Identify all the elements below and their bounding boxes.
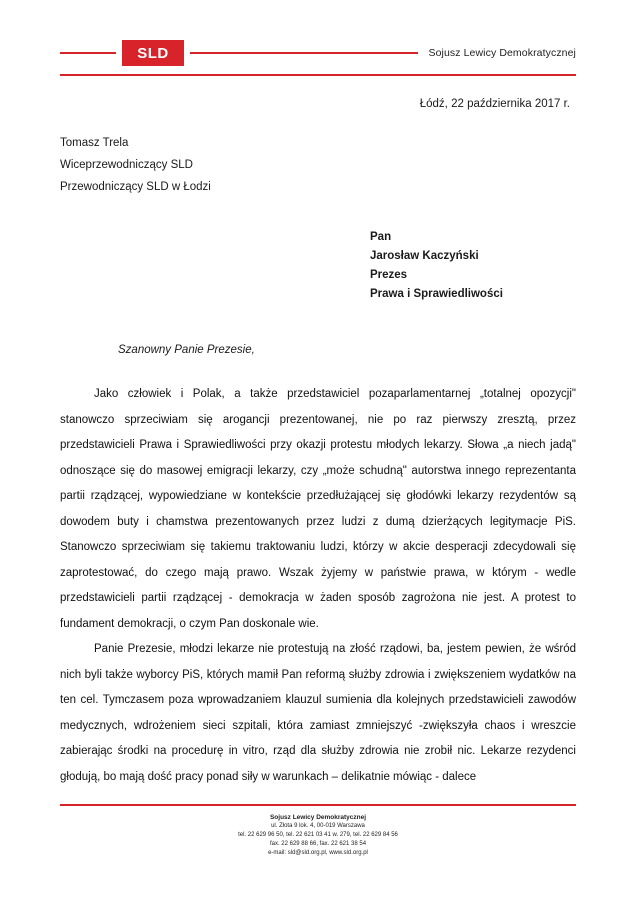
footer-address: ul. Złota 9 lok. 4, 00-019 Warszawa: [271, 823, 365, 829]
salutation: Szanowny Panie Prezesie,: [118, 344, 255, 356]
header-rule-middle: [190, 52, 418, 54]
letterhead-header: [60, 0, 576, 78]
sender-line-3: Przewodniczący SLD w Łodzi: [60, 181, 211, 193]
letter-body: [60, 382, 576, 790]
header-rule-left: [60, 52, 116, 54]
body-paragraph-1: Jako człowiek i Polak, a także przedstawiciel pozaparlamentarnej „totalnej opozycji" stanowczo sprzeciwiam się arogancji prezentowanej, nie po raz pierwszy zresztą, przez przedstawicieli Prawa i Sprawiedliwości przy okazji protestu młodych lekarzy. Słowa „a niech jadą" odnoszące się do masowej emigracji lekarzy, czy „może schudną" autorstwa innego reprezentanta partii rządzącej, wypowiedziane w kontekście przedłużającej się głodówki lekarzy rezydentów są dowodem buty i chamstwa prezentowanych przez ludzi z dumą dzierżących legitymacje PiS. Stanowczo sprzeciwiam się takiemu traktowaniu ludzi, którzy w akcie desperacji zdecydowali się zaprotestować, do czego mają prawo. Wszak żyjemy w państwie prawa, w którym - wedle przedstawicieli partii rządzącej - demokracja w żaden sposób zagrożona nie jest. A protest to fundament demokracji, o czym Pan doskonale wie.: [60, 388, 576, 630]
footer-organization: Sojusz Lewicy Demokratycznej: [269, 814, 367, 821]
recipient-line-1: Pan: [370, 231, 392, 243]
sender-line-1: Tomasz Trela: [60, 137, 129, 149]
recipient-block: [370, 228, 576, 304]
date-line: Łódź, 22 października 2017 r.: [419, 98, 570, 110]
sender-block: [60, 132, 576, 198]
footer-email: e-mail: sld@sld.org.pl, www.sld.org.pl: [268, 850, 368, 856]
recipient-line-2: Jarosław Kaczyński: [370, 250, 479, 262]
letterhead-row: [60, 38, 576, 68]
organization-name: Sojusz Lewicy Demokratycznej: [428, 47, 576, 59]
footer-phones: tel. 22 629 96 50, tel. 22 621 03 41 w. 279, tel. 22 629 84 56: [238, 832, 398, 838]
letter-footer: [60, 804, 576, 858]
sender-line-2: Wiceprzewodniczący SLD: [60, 159, 193, 171]
header-underline: [60, 74, 576, 76]
footer-fax: fax. 22 629 88 66, fax. 22 621 38 54: [269, 841, 367, 847]
recipient-line-3: Prezes: [370, 269, 408, 281]
sld-logo: SLD: [122, 40, 184, 66]
recipient-line-4: Prawa i Sprawiedliwości: [370, 288, 503, 300]
footer-text: [60, 813, 576, 858]
body-paragraph-2: Panie Prezesie, młodzi lekarze nie protestują na złość rządowi, ba, jestem pewien, że wśród nich byli także wyborcy PiS, których mamił Pan reformą służby zdrowia i zwiększeniem wydatków na ten cel. Tymczasem poza wprowadzaniem klauzul sumienia dla kolejnych przedstawicieli zawodów medycznych, wdrożeniem sieci szpitali, która zamiast zmniejszyć -zwiększyła chaos i wreszcie zabierając środki na procedurę in vitro, rząd dla służby zdrowia nie zrobił nic. Lekarze rezydenci głodują, bo mają dość pracy ponad siły w warunkach – delikatnie mówiąc - dalece: [60, 643, 576, 783]
footer-rule: [60, 804, 576, 806]
